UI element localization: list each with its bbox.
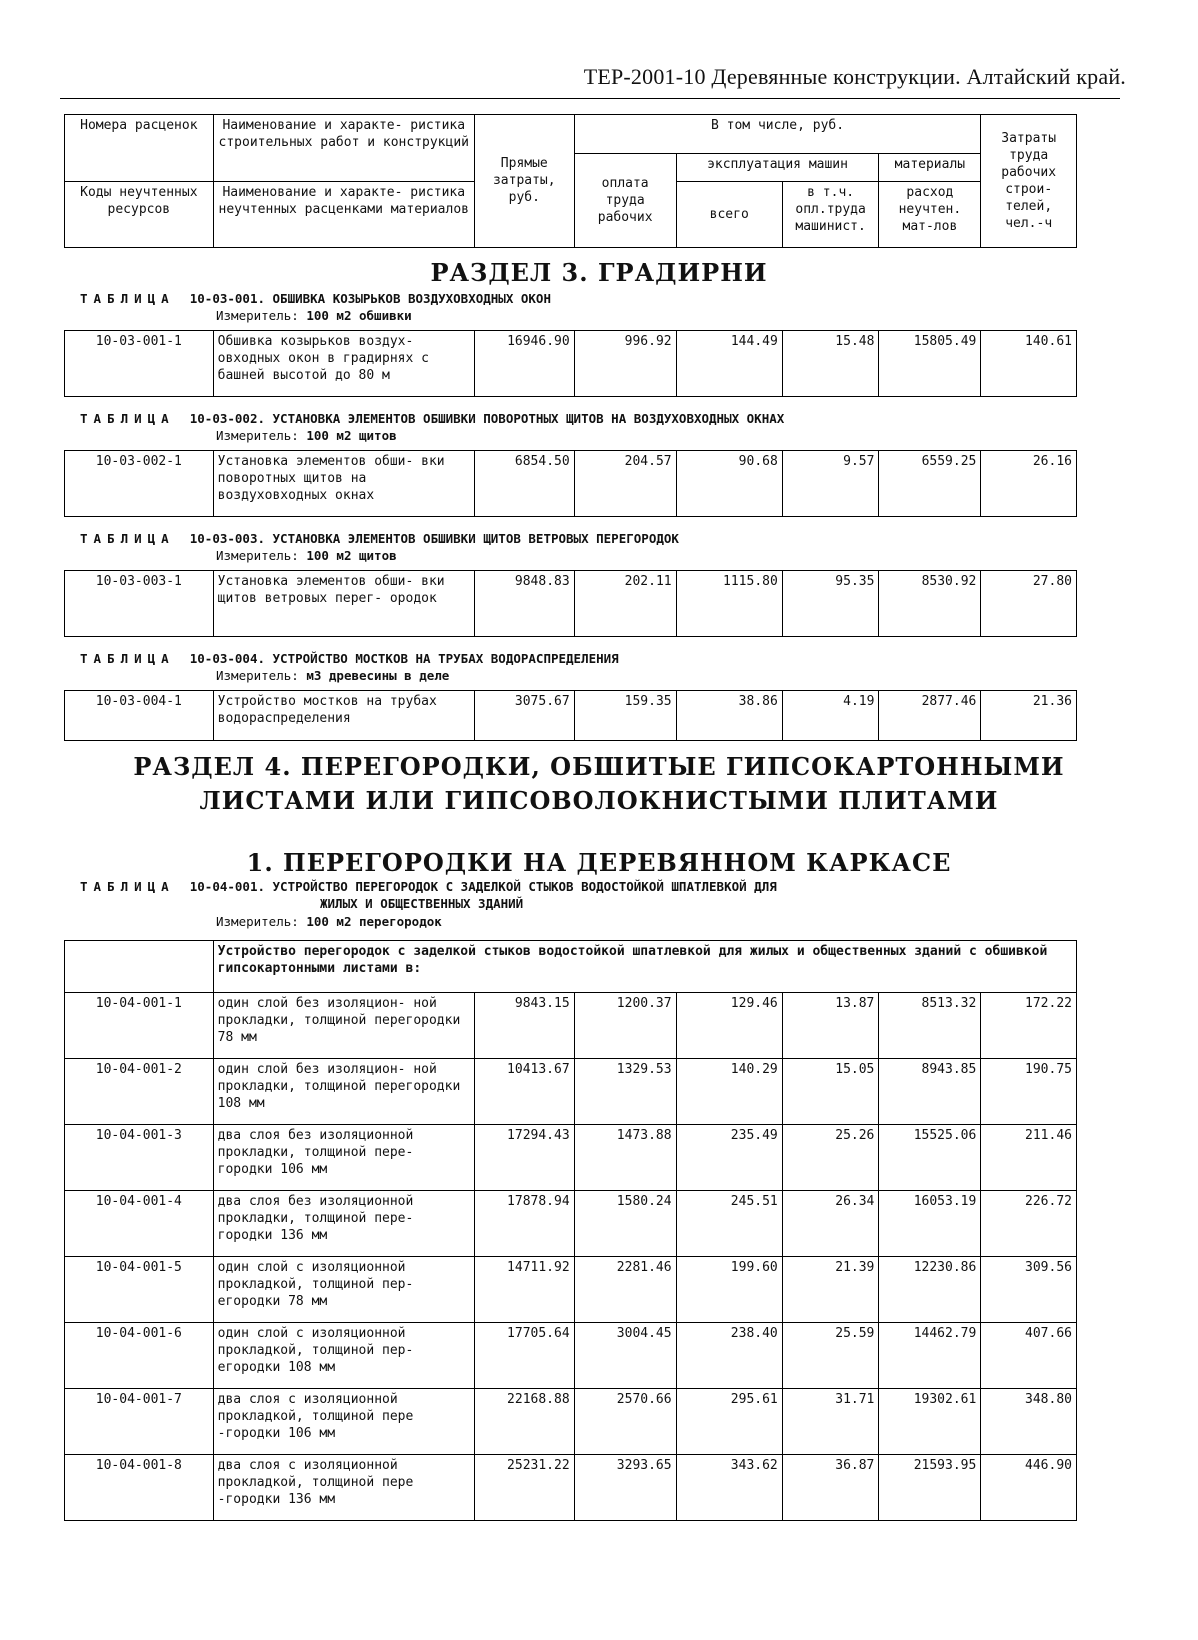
rate-table xyxy=(64,450,1077,517)
rate-table xyxy=(64,570,1077,637)
col-machines-incl: в т.ч. опл.труда машинист. xyxy=(782,181,879,247)
cell-pay: 1473.88 xyxy=(574,1125,676,1191)
cell-name: Устройство мостков на трубах водораспределения xyxy=(213,691,474,741)
measure-value: 100 м2 перегородок xyxy=(306,914,442,929)
table-row xyxy=(65,571,1077,637)
cell-pay: 2281.46 xyxy=(574,1257,676,1323)
table-label xyxy=(80,530,679,547)
table-row xyxy=(65,993,1077,1059)
section-4-title-line1: РАЗДЕЛ 4. ПЕРЕГОРОДКИ, ОБШИТЫЕ ГИПСОКАРТОННЫМИ xyxy=(133,752,1065,781)
col-codes: Номера расценок xyxy=(65,115,214,154)
table-label-text: 10-03-004. УСТРОЙСТВО МОСТКОВ НА ТРУБАХ ВОДОРАСПРЕДЕЛЕНИЯ xyxy=(189,651,619,666)
cell-mall: 245.51 xyxy=(676,1191,782,1257)
cell-direct: 17294.43 xyxy=(474,1125,574,1191)
measure-value: 100 м2 обшивки xyxy=(306,308,412,323)
table-10-04-001-measure xyxy=(216,913,442,930)
col-pay: оплата труда рабочих xyxy=(574,153,676,247)
cell-labor: 309.56 xyxy=(981,1257,1077,1323)
cell-direct: 16946.90 xyxy=(474,331,574,397)
col-materials: материалы xyxy=(879,153,981,181)
col-name2: Наименование и характе- ристика неучтенных расценками материалов xyxy=(213,181,474,247)
cell-mincl: 36.87 xyxy=(782,1455,879,1521)
cell-mat: 8943.85 xyxy=(879,1059,981,1125)
intro-spacer xyxy=(65,941,214,993)
cell-mat: 6559.25 xyxy=(879,451,981,517)
cell-code: 10-03-004-1 xyxy=(65,691,214,741)
measure-prefix: Измеритель: xyxy=(216,428,299,443)
cell-mincl: 13.87 xyxy=(782,993,879,1059)
table-label-line1: 10-04-001. УСТРОЙСТВО ПЕРЕГОРОДОК С ЗАДЕЛКОЙ СТЫКОВ ВОДОСТОЙКОЙ ШПАТЛЕВКОЙ ДЛЯ xyxy=(189,879,777,894)
cell-code: 10-04-001-7 xyxy=(65,1389,214,1455)
cell-mincl: 26.34 xyxy=(782,1191,879,1257)
cell-name: два слоя с изоляционной прокладкой, толщиной пере -городки 136 мм xyxy=(213,1455,474,1521)
cell-code: 10-03-002-1 xyxy=(65,451,214,517)
col-direct: Прямые затраты, руб. xyxy=(474,115,574,248)
cell-direct: 3075.67 xyxy=(474,691,574,741)
col-machines: эксплуатация машин xyxy=(676,153,879,181)
cell-mall: 144.49 xyxy=(676,331,782,397)
cell-mall: 90.68 xyxy=(676,451,782,517)
cell-pay: 1329.53 xyxy=(574,1059,676,1125)
cell-code: 10-04-001-1 xyxy=(65,993,214,1059)
table-label-text: 10-03-002. УСТАНОВКА ЭЛЕМЕНТОВ ОБШИВКИ ПОВОРОТНЫХ ЩИТОВ НА ВОЗДУХОВХОДНЫХ ОКНАХ xyxy=(189,411,785,426)
col-codes-spacer xyxy=(65,153,214,181)
cell-code: 10-03-001-1 xyxy=(65,331,214,397)
table-label-text: 10-03-003. УСТАНОВКА ЭЛЕМЕНТОВ ОБШИВКИ ЩИТОВ ВЕТРОВЫХ ПЕРЕГОРОДОК xyxy=(189,531,679,546)
cell-pay: 1580.24 xyxy=(574,1191,676,1257)
cell-name: один слой с изоляционной прокладкой, толщиной пер- егородки 78 мм xyxy=(213,1257,474,1323)
cell-mincl: 31.71 xyxy=(782,1389,879,1455)
cell-mall: 235.49 xyxy=(676,1125,782,1191)
cell-direct: 10413.67 xyxy=(474,1059,574,1125)
table-label xyxy=(80,290,551,307)
cell-code: 10-04-001-8 xyxy=(65,1455,214,1521)
cell-labor: 446.90 xyxy=(981,1455,1077,1521)
cell-name: Обшивка козырьков воздух- овходных окон в градирнях с башней высотой до 80 м xyxy=(213,331,474,397)
cell-mall: 140.29 xyxy=(676,1059,782,1125)
cell-mat: 16053.19 xyxy=(879,1191,981,1257)
cell-name: два слоя без изоляционной прокладки, толщиной пере- городки 136 мм xyxy=(213,1191,474,1257)
cell-code: 10-04-001-3 xyxy=(65,1125,214,1191)
cell-mincl: 25.59 xyxy=(782,1323,879,1389)
table-row xyxy=(65,1389,1077,1455)
table-word: ТАБЛИЦА xyxy=(80,531,175,546)
table-label-line2: ЖИЛЫХ И ОБЩЕСТВЕННЫХ ЗДАНИЙ xyxy=(320,896,524,911)
cell-mat: 12230.86 xyxy=(879,1257,981,1323)
cell-labor: 407.66 xyxy=(981,1323,1077,1389)
table-label xyxy=(80,650,619,667)
cell-code: 10-04-001-2 xyxy=(65,1059,214,1125)
col-codes2: Коды неучтенных ресурсов xyxy=(65,181,214,247)
col-materials-sub: расход неучтен. мат-лов xyxy=(879,181,981,247)
cell-direct: 9843.15 xyxy=(474,993,574,1059)
cell-name: один слой с изоляционной прокладкой, толщиной пер- егородки 108 мм xyxy=(213,1323,474,1389)
cell-mat: 21593.95 xyxy=(879,1455,981,1521)
cell-name: Установка элементов обши- вки щитов ветровых перег- ородок xyxy=(213,571,474,637)
cell-mincl: 25.26 xyxy=(782,1125,879,1191)
table-row xyxy=(65,1125,1077,1191)
table-label xyxy=(80,410,784,427)
cell-mat: 19302.61 xyxy=(879,1389,981,1455)
table-10-04-001-label xyxy=(80,878,777,895)
cell-mincl: 9.57 xyxy=(782,451,879,517)
table-row xyxy=(65,691,1077,741)
cell-mat: 8513.32 xyxy=(879,993,981,1059)
measure-value: м3 древесины в деле xyxy=(306,668,450,683)
cell-mat: 14462.79 xyxy=(879,1323,981,1389)
cell-mall: 1115.80 xyxy=(676,571,782,637)
cell-code: 10-04-001-5 xyxy=(65,1257,214,1323)
cell-pay: 204.57 xyxy=(574,451,676,517)
cell-pay: 202.11 xyxy=(574,571,676,637)
table-label-text: 10-03-001. ОБШИВКА КОЗЫРЬКОВ ВОЗДУХОВХОДНЫХ ОКОН xyxy=(189,291,551,306)
rate-table xyxy=(64,330,1077,397)
cell-code: 10-04-001-6 xyxy=(65,1323,214,1389)
cell-mall: 129.46 xyxy=(676,993,782,1059)
page-header-title: ТЕР-2001-10 Деревянные конструкции. Алтайский край. xyxy=(583,64,1126,89)
cell-direct: 25231.22 xyxy=(474,1455,574,1521)
col-name-spacer xyxy=(213,153,474,181)
measure-prefix: Измеритель: xyxy=(216,668,299,683)
cell-mall: 295.61 xyxy=(676,1389,782,1455)
header-rule xyxy=(60,98,1120,99)
cell-mall: 343.62 xyxy=(676,1455,782,1521)
cell-mat: 2877.46 xyxy=(879,691,981,741)
measure-value: 100 м2 щитов xyxy=(306,428,397,443)
col-machines-all: всего xyxy=(676,181,782,247)
table-measure xyxy=(216,667,449,684)
rate-table xyxy=(64,690,1077,741)
table-10-04-001 xyxy=(64,940,1077,1521)
cell-code: 10-03-003-1 xyxy=(65,571,214,637)
table-intro: Устройство перегородок с заделкой стыков водостойкой шпатлевкой для жилых и общественных зданий с обшивкой гипсокартонными листами в: xyxy=(213,941,1076,993)
measure-prefix: Измеритель: xyxy=(216,914,299,929)
cell-mall: 238.40 xyxy=(676,1323,782,1389)
cell-pay: 159.35 xyxy=(574,691,676,741)
table-measure xyxy=(216,307,412,324)
cell-labor: 348.80 xyxy=(981,1389,1077,1455)
cell-labor: 27.80 xyxy=(981,571,1077,637)
section-4-subtitle: 1. ПЕРЕГОРОДКИ НА ДЕРЕВЯННОМ КАРКАСЕ xyxy=(246,848,952,877)
cell-mincl: 21.39 xyxy=(782,1257,879,1323)
table-row xyxy=(65,1191,1077,1257)
cell-mat: 15525.06 xyxy=(879,1125,981,1191)
cell-labor: 172.22 xyxy=(981,993,1077,1059)
cell-mat: 15805.49 xyxy=(879,331,981,397)
table-word: ТАБЛИЦА xyxy=(80,411,175,426)
col-labor: Затраты труда рабочих строи- телей, чел.-ч xyxy=(981,115,1077,248)
cell-pay: 1200.37 xyxy=(574,993,676,1059)
cell-direct: 14711.92 xyxy=(474,1257,574,1323)
measure-prefix: Измеритель: xyxy=(216,548,299,563)
col-incl: В том числе, руб. xyxy=(574,115,981,154)
cell-name: один слой без изоляцион- ной прокладки, толщиной перегородки 108 мм xyxy=(213,1059,474,1125)
cell-labor: 140.61 xyxy=(981,331,1077,397)
cell-labor: 190.75 xyxy=(981,1059,1077,1125)
cell-labor: 211.46 xyxy=(981,1125,1077,1191)
cell-pay: 996.92 xyxy=(574,331,676,397)
cell-mall: 199.60 xyxy=(676,1257,782,1323)
column-header-table xyxy=(64,114,1077,248)
cell-direct: 9848.83 xyxy=(474,571,574,637)
table-row xyxy=(65,1455,1077,1521)
cell-labor: 26.16 xyxy=(981,451,1077,517)
table-row xyxy=(65,1323,1077,1389)
cell-pay: 2570.66 xyxy=(574,1389,676,1455)
table-row xyxy=(65,1257,1077,1323)
cell-mincl: 15.05 xyxy=(782,1059,879,1125)
cell-pay: 3004.45 xyxy=(574,1323,676,1389)
cell-mall: 38.86 xyxy=(676,691,782,741)
cell-mat: 8530.92 xyxy=(879,571,981,637)
section-3-title: РАЗДЕЛ 3. ГРАДИРНИ xyxy=(430,258,768,287)
table-row xyxy=(65,331,1077,397)
table-measure xyxy=(216,427,397,444)
cell-labor: 21.36 xyxy=(981,691,1077,741)
cell-mincl: 4.19 xyxy=(782,691,879,741)
cell-mincl: 95.35 xyxy=(782,571,879,637)
cell-name: два слоя с изоляционной прокладкой, толщиной пере -городки 106 мм xyxy=(213,1389,474,1455)
col-name: Наименование и характе- ристика строительных работ и конструкций xyxy=(213,115,474,154)
table-row xyxy=(65,1059,1077,1125)
table-word: ТАБЛИЦА xyxy=(80,291,175,306)
section-4-title-line2: ЛИСТАМИ ИЛИ ГИПСОВОЛОКНИСТЫМИ ПЛИТАМИ xyxy=(199,786,999,815)
table-row xyxy=(65,451,1077,517)
table-word: ТАБЛИЦА xyxy=(80,651,175,666)
cell-name: два слоя без изоляционной прокладки, толщиной пере- городки 106 мм xyxy=(213,1125,474,1191)
cell-name: один слой без изоляцион- ной прокладки, толщиной перегородки 78 мм xyxy=(213,993,474,1059)
cell-pay: 3293.65 xyxy=(574,1455,676,1521)
table-measure xyxy=(216,547,397,564)
cell-name: Установка элементов обши- вки поворотных щитов на воздуховходных окнах xyxy=(213,451,474,517)
cell-direct: 17705.64 xyxy=(474,1323,574,1389)
measure-value: 100 м2 щитов xyxy=(306,548,397,563)
cell-code: 10-04-001-4 xyxy=(65,1191,214,1257)
cell-direct: 17878.94 xyxy=(474,1191,574,1257)
cell-direct: 22168.88 xyxy=(474,1389,574,1455)
cell-labor: 226.72 xyxy=(981,1191,1077,1257)
cell-direct: 6854.50 xyxy=(474,451,574,517)
cell-mincl: 15.48 xyxy=(782,331,879,397)
measure-prefix: Измеритель: xyxy=(216,308,299,323)
table-word: ТАБЛИЦА xyxy=(80,879,175,894)
